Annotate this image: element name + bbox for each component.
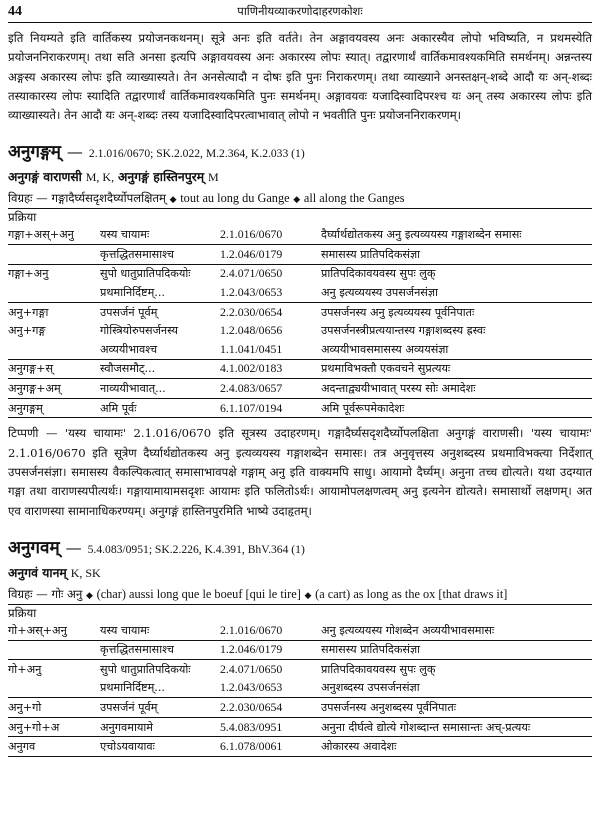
- table-row: [8, 379, 592, 399]
- table-row: [8, 737, 592, 757]
- diamond-icon: ◆: [86, 590, 93, 601]
- step-description: अव्ययीभावसमासस्य अव्ययसंज्ञा: [321, 340, 592, 359]
- step-form: अनुगव: [8, 737, 100, 757]
- step-form: गो+अस्+अनु: [8, 621, 100, 640]
- step-number: 4.1.002/0183: [220, 359, 321, 379]
- headword-references: 2.1.016/0670; SK.2.022, M.2.364, K.2.033 (1): [88, 147, 305, 161]
- step-sutra: यस्य चायामः: [100, 225, 220, 244]
- page-number: 44: [8, 4, 22, 19]
- headword-references: 5.4.083/0951; SK.2.226, K.4.391, BhV.364 (1): [87, 542, 305, 556]
- table-row: [8, 698, 592, 718]
- example-line: [8, 564, 592, 581]
- step-description: अदन्ताद्व्ययीभावात् परस्य सोः अमादेशः: [321, 379, 592, 399]
- step-description: अनु इत्यव्ययस्य गोशब्देन अव्ययीभावसमासः: [321, 621, 592, 640]
- step-number: 1.2.046/0179: [220, 640, 321, 660]
- step-sutra: अनुगवमायामे: [100, 717, 220, 737]
- headword-dash: —: [66, 142, 83, 162]
- table-row: [8, 283, 592, 302]
- step-form: [8, 245, 100, 265]
- step-form: अनु+गो+अ: [8, 717, 100, 737]
- step-description: अनुना दीर्घत्वे द्योत्ये गोशब्दान्त समासान्तः अच्-प्रत्ययः: [321, 717, 592, 737]
- step-number: 1.2.048/0656: [220, 323, 283, 338]
- step-sutra: गोस्त्रियोरुपसर्जनस्य: [100, 324, 178, 338]
- example-source-2: M: [208, 170, 219, 185]
- step-number: 2.1.016/0670: [220, 225, 321, 244]
- vigraha-english: (a cart) as long as the ox [that draws it]: [315, 586, 508, 601]
- step-form: [8, 640, 100, 660]
- step-number: 2.4.071/0650: [220, 661, 283, 676]
- step-description: उपसर्जनस्य अनुशब्दस्य पूर्वनिपातः: [321, 698, 592, 718]
- step-form: अनु+गङ्ग: [8, 324, 46, 338]
- vigraha-text: गोः अनु: [51, 586, 83, 601]
- step-description: दैर्घ्यार्थद्योतकस्य अनु इत्यव्ययस्य गङ्गाशब्देन समासः: [321, 225, 592, 244]
- vigraha-line: [8, 587, 592, 605]
- vigraha-english: all along the Ganges: [303, 191, 405, 206]
- step-sutra: स्वौजसमौट्...: [100, 359, 220, 379]
- table-row: [8, 302, 592, 321]
- dictionary-page: [8, 0, 592, 757]
- table-row: [8, 245, 592, 265]
- page-header: [8, 2, 592, 23]
- table-row: [8, 660, 592, 679]
- step-form: गो+अनु: [8, 662, 42, 676]
- step-form: [8, 283, 100, 302]
- step-description: अनुशब्दस्य उपसर्जनसंज्ञा: [321, 679, 592, 698]
- vigraha-label: विग्रहः —: [8, 191, 48, 206]
- step-form: अनु+गङ्गा: [8, 305, 49, 319]
- step-number: 2.2.030/0654: [220, 304, 283, 319]
- step-description: प्रातिपदिकावयवस्य सुपः लुक्: [321, 267, 436, 281]
- step-number: 1.2.046/0179: [220, 245, 321, 265]
- vigraha-text: गङ्गादैर्घ्यसदृशदैर्घ्योपलक्षितम्: [51, 191, 166, 206]
- step-number: 5.4.083/0951: [220, 717, 321, 737]
- derivation-table: [8, 621, 592, 757]
- step-form: गङ्गा+अनु: [8, 267, 49, 281]
- step-description: प्रथमाविभक्तौ एकवचने सुप्रत्ययः: [321, 359, 592, 379]
- step-sutra: उपसर्जनं पूर्वम्: [100, 305, 158, 319]
- derivation-table: [8, 225, 592, 418]
- prakriya-label: प्रक्रिया: [8, 605, 37, 620]
- step-sutra: उपसर्जनं पूर्वम्: [100, 698, 220, 718]
- example-line: [8, 168, 592, 185]
- headword: अनुगवम्: [8, 537, 60, 558]
- table-row: [8, 225, 592, 244]
- entry-headword-line: [8, 139, 592, 162]
- step-sutra: एचोऽयवायावः: [100, 737, 220, 757]
- table-row: [8, 264, 592, 283]
- step-description: समासस्य प्रातिपदिकसंज्ञा: [321, 245, 592, 265]
- step-number: 2.4.083/0657: [220, 379, 321, 399]
- example-text: अनुगङ्गं वाराणसी: [8, 170, 82, 185]
- prakriya-label: प्रक्रिया: [8, 210, 37, 225]
- step-number: 6.1.107/0194: [220, 398, 321, 418]
- step-form: [8, 679, 100, 698]
- step-description: प्रातिपदिकावयवस्य सुपः लुक्: [321, 662, 436, 676]
- intro-paragraph: इति नियम्यते इति वार्तिकस्य प्रयोजनकथनम्। सूत्रे अनः इति वर्तते। तेन अङ्गावयवस्य अनः अकारस्यैव लोपो भविष्यति, न प्रथमस्येति प्रयोजननिराकरणम्। तथा सति अनसा इत्यपि अङ्गावयवस्य अनः अकारस्य लोपः स्यात्। तद्वारणार्थं वार्तिकमावश्यकमिति समर्थनम्। अन्नन्तस्य अङ्गस्य अकारस्य लोपः इति व्याख्यास्यते। तेन अनसेत्यादौ न दोषः इति पुनः निराकरणम्। तथा व्याख्याने अनस्तक्षन्-शब्दे आदौ यः अन्-शब्दः तस्याकारस्य लोपः स्यादिति तद्वारणार्थं वार्तिकमावश्यकमिति पुनः समर्थनम्। अङ्गावयवः यजादिस्वादिपरश्च यः अन् तस्य अकारस्य लोपः इति व्याख्यास्यते। तेन आदौ यः अन्-शब्दः तस्य यजादिस्वादिपरत्वाभावात् लोपो न भवतीति पुनः प्रयोजननिराकरणम्।: [8, 31, 592, 123]
- step-form: [8, 340, 100, 359]
- diamond-icon: ◆: [304, 590, 312, 601]
- step-sutra: कृत्तद्धितसमासाश्च: [100, 245, 220, 265]
- example-text-2: अनुगङ्गं हास्तिनपुरम्: [118, 170, 205, 185]
- step-description: उपसर्जनस्य अनु इत्यव्ययस्य पूर्वनिपातः: [321, 305, 475, 319]
- tippani-paragraph: टिप्पणी — 'यस्य चायामः' 2.1.016/0670 इति सूत्रस्य उदाहरणम्। गङ्गादैर्घ्यसदृशदैर्घ्योपलक्षिता अनुगङ्गं वाराणसी। 'यस्य चायामः' 2.1.016/0670 इति सूत्रेण दैर्घ्यार्थद्योतकस्य अनु इत्यव्ययस्य गङ्गाशब्देन समासः। तत्र अनुवृत्तस्य अनुशब्दस्य प्रथमाविभक्त्या निर्देशात् उपसर्जनसंज्ञा। समासस्य वैकल्पिकत्वात् समासाभावपक्षे गङ्गाम् अनु इति वाक्यमपि साधु। आयामो दैर्घ्यम्। अनुना तच्च द्योत्यते। यथा उदग्यात गङ्गा तथा वाराणस्यपीत्यर्थः। गङ्गायामायामसदृशः आयामः इति फलितोऽर्थः। आयामोपलक्षणत्वम् अनु इत्यनेन द्योत्यते। समासार्थो लक्षणम्। अत एव वाराणस्या सामानाधिकरण्यम्। अनुगङ्गं हास्तिनपुरमिति भाष्ये उदाहृतम्।: [8, 426, 592, 518]
- step-sutra: अव्ययीभावश्च: [100, 340, 220, 359]
- step-sutra: सुपो धातुप्रातिपदिकयोः: [100, 662, 191, 676]
- example-source: K, SK: [70, 565, 101, 580]
- diamond-icon: ◆: [293, 195, 301, 206]
- step-description: ओकारस्य अवादेशः: [321, 737, 592, 757]
- running-title: पाणिनीयव्याकरणोदाहरणकोशः: [237, 4, 363, 18]
- step-form: अनुगङ्ग+स्: [8, 359, 100, 379]
- table-row: [8, 640, 592, 660]
- vigraha-french: (char) aussi long que le boeuf [qui le tire]: [96, 586, 301, 601]
- example-text: अनुगवं यानम्: [8, 565, 67, 580]
- step-sutra: सुपो धातुप्रातिपदिकयोः: [100, 267, 191, 281]
- step-form: गङ्गा+अस्+अनु: [8, 225, 100, 244]
- step-sutra: यस्य चायामः: [100, 621, 220, 640]
- step-sutra: प्रथमानिर्दिष्टम्...: [100, 679, 220, 698]
- step-number: 2.2.030/0654: [220, 698, 321, 718]
- step-form: अनुगङ्गम्: [8, 398, 100, 418]
- step-sutra: अमि पूर्वः: [100, 398, 220, 418]
- step-form: अनुगङ्ग+अम्: [8, 379, 100, 399]
- step-number: 1.2.043/0653: [220, 679, 321, 698]
- table-row: [8, 340, 592, 359]
- step-sutra: कृत्तद्धितसमासाश्च: [100, 640, 220, 660]
- table-row: [8, 321, 592, 340]
- step-description: अनु इत्यव्ययस्य उपसर्जनसंज्ञा: [321, 283, 592, 302]
- example-source: M, K,: [85, 170, 115, 185]
- vigraha-line: [8, 191, 592, 209]
- step-number: 6.1.078/0061: [220, 737, 321, 757]
- vigraha-french: tout au long du Gange: [180, 191, 290, 206]
- step-form: अनु+गो: [8, 698, 100, 718]
- table-row: [8, 679, 592, 698]
- table-row: [8, 717, 592, 737]
- step-description: उपसर्जनस्त्रीप्रत्ययान्तस्य गङ्गाशब्दस्य ह्रस्वः: [321, 324, 486, 338]
- step-description: समासस्य प्रातिपदिकसंज्ञा: [321, 640, 592, 660]
- entry-headword-line: [8, 535, 592, 558]
- headword-dash: —: [65, 537, 82, 557]
- table-row: [8, 398, 592, 418]
- vigraha-label: विग्रहः —: [8, 586, 48, 601]
- step-number: 2.4.071/0650: [220, 266, 283, 281]
- diamond-icon: ◆: [169, 195, 177, 206]
- step-number: 1.1.041/0451: [220, 340, 321, 359]
- step-description: अमि पूर्वरूपमेकादेशः: [321, 398, 592, 418]
- step-number: 2.1.016/0670: [220, 621, 321, 640]
- step-sutra: नाव्ययीभावात्...: [100, 379, 220, 399]
- table-row: [8, 621, 592, 640]
- table-row: [8, 359, 592, 379]
- headword: अनुगङ्गम्: [8, 142, 61, 163]
- step-number: 1.2.043/0653: [220, 283, 321, 302]
- step-sutra: प्रथमानिर्दिष्टम्...: [100, 283, 220, 302]
